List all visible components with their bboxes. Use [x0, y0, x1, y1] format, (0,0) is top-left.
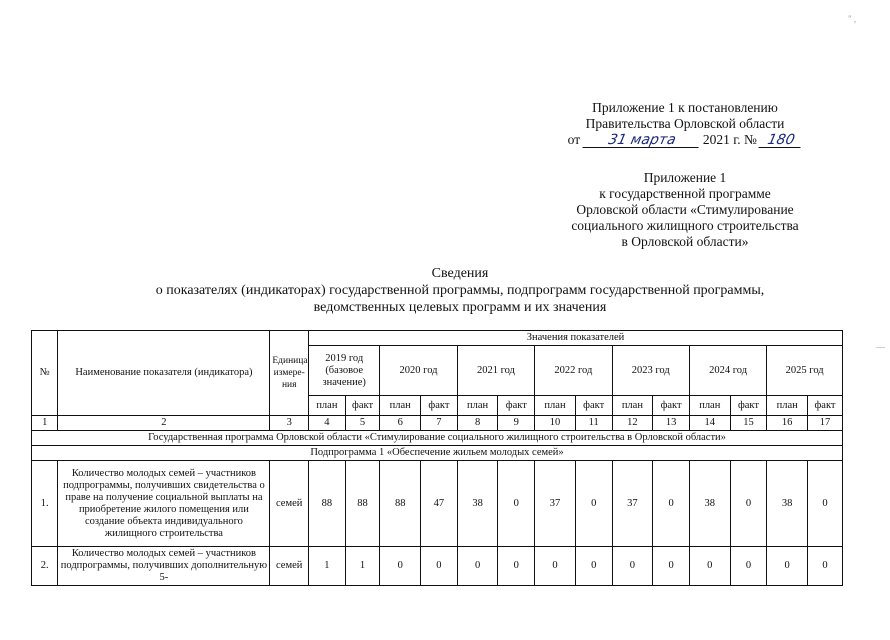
header-plan: план [535, 396, 576, 416]
row-unit: семей [270, 461, 309, 547]
header-fact: факт [421, 396, 458, 416]
program-row: Государственная программа Орловской области «Стимулирование социального жилищного строительства в Орловской области» [32, 431, 843, 446]
header-year-2020: 2020 год [380, 346, 457, 396]
row-value: 37 [612, 461, 653, 547]
row-value: 0 [730, 461, 767, 547]
header-name: Наименование показателя (индикатора) [58, 331, 270, 416]
row-unit: семей [270, 547, 309, 586]
column-number: 14 [689, 416, 730, 431]
scan-artifact: " , [848, 14, 857, 24]
row-value: 0 [535, 547, 576, 586]
appendix-order-date-line [520, 132, 850, 148]
appendix-program-line3: Орловской области «Стимулирование [576, 202, 794, 217]
column-number: 9 [498, 416, 535, 431]
appendix-program-line4: социального жилищного строительства [571, 218, 799, 233]
header-year-2021: 2021 год [457, 346, 534, 396]
header-year-2022: 2022 год [535, 346, 612, 396]
row-num: 1. [32, 461, 58, 547]
header-values: Значения показателей [309, 331, 843, 346]
column-number: 4 [309, 416, 346, 431]
column-number: 6 [380, 416, 421, 431]
header-fact: факт [345, 396, 380, 416]
row-value: 0 [689, 547, 730, 586]
year-number-text: 2021 г. № [702, 132, 757, 147]
header-num: № [32, 331, 58, 416]
appendix-order-line2: Правительства Орловской области [585, 116, 785, 131]
table-row [32, 461, 843, 547]
column-number: 1 [32, 416, 58, 431]
row-value: 38 [457, 461, 498, 547]
appendix-program-line1: Приложение 1 [643, 170, 727, 185]
row-value: 0 [498, 547, 535, 586]
scan-artifact: — [876, 342, 885, 352]
header-year-2023: 2023 год [612, 346, 689, 396]
appendix-order-block [520, 100, 850, 148]
appendix-program-block [520, 170, 850, 250]
row-value: 0 [653, 547, 690, 586]
column-number: 15 [730, 416, 767, 431]
document-title [120, 265, 800, 316]
row-value: 37 [535, 461, 576, 547]
handwritten-date: 31 марта [582, 133, 701, 148]
header-plan: план [689, 396, 730, 416]
column-number: 7 [421, 416, 458, 431]
table-row [32, 547, 843, 586]
row-value: 0 [808, 547, 843, 586]
appendix-program-line2: к государственной программе [599, 186, 771, 201]
row-name: Количество молодых семей – участников подпрограммы, получивших свидетельства о праве на получение социальной выплаты на приобретение жилого помещения или создание объекта индивидуального жилищного строительства [58, 461, 270, 547]
row-value: 88 [380, 461, 421, 547]
from-prefix: от [567, 132, 581, 147]
header-fact: факт [730, 396, 767, 416]
header-unit: Единица измере-ния [270, 331, 309, 416]
row-value: 1 [345, 547, 380, 586]
column-number: 3 [270, 416, 309, 431]
column-number: 11 [575, 416, 612, 431]
header-plan: план [767, 396, 808, 416]
subprogram-row: Подпрограмма 1 «Обеспечение жильем молодых семей» [32, 446, 843, 461]
column-number: 2 [58, 416, 270, 431]
row-value: 0 [421, 547, 458, 586]
row-value: 88 [309, 461, 346, 547]
appendix-order-line1: Приложение 1 к постановлению [592, 100, 778, 115]
header-fact: факт [653, 396, 690, 416]
row-value: 0 [808, 461, 843, 547]
column-number: 17 [808, 416, 843, 431]
row-value: 0 [767, 547, 808, 586]
column-number-row [32, 416, 843, 431]
appendix-program-line5: в Орловской области» [621, 234, 749, 249]
header-plan: план [380, 396, 421, 416]
header-fact: факт [498, 396, 535, 416]
indicators-table [31, 330, 843, 586]
column-number: 12 [612, 416, 653, 431]
row-value: 0 [730, 547, 767, 586]
title-line2: о показателях (индикаторах) государственной программы, подпрограмм государственной программы, [155, 283, 765, 298]
header-year-2019: 2019 год (базовое значение) [309, 346, 380, 396]
row-value: 0 [575, 547, 612, 586]
column-number: 8 [457, 416, 498, 431]
handwritten-number: 180 [759, 133, 804, 148]
header-plan: план [457, 396, 498, 416]
column-number: 16 [767, 416, 808, 431]
title-line1: Сведения [431, 266, 489, 281]
row-value: 0 [653, 461, 690, 547]
row-value: 0 [498, 461, 535, 547]
header-fact: факт [575, 396, 612, 416]
row-value: 88 [345, 461, 380, 547]
row-value: 0 [612, 547, 653, 586]
row-value: 47 [421, 461, 458, 547]
row-value: 38 [689, 461, 730, 547]
column-number: 13 [653, 416, 690, 431]
header-year-2024: 2024 год [689, 346, 766, 396]
header-plan: план [309, 396, 346, 416]
row-value: 38 [767, 461, 808, 547]
row-value: 0 [380, 547, 421, 586]
title-line3: ведомственных целевых программ и их значения [313, 300, 607, 315]
column-number: 10 [535, 416, 576, 431]
header-plan: план [612, 396, 653, 416]
header-year-2025: 2025 год [767, 346, 843, 396]
row-value: 0 [575, 461, 612, 547]
row-value: 1 [309, 547, 346, 586]
header-fact: факт [808, 396, 843, 416]
row-name: Количество молодых семей – участников подпрограммы, получивших дополнительную 5- [58, 547, 270, 586]
row-value: 0 [457, 547, 498, 586]
row-num: 2. [32, 547, 58, 586]
column-number: 5 [345, 416, 380, 431]
